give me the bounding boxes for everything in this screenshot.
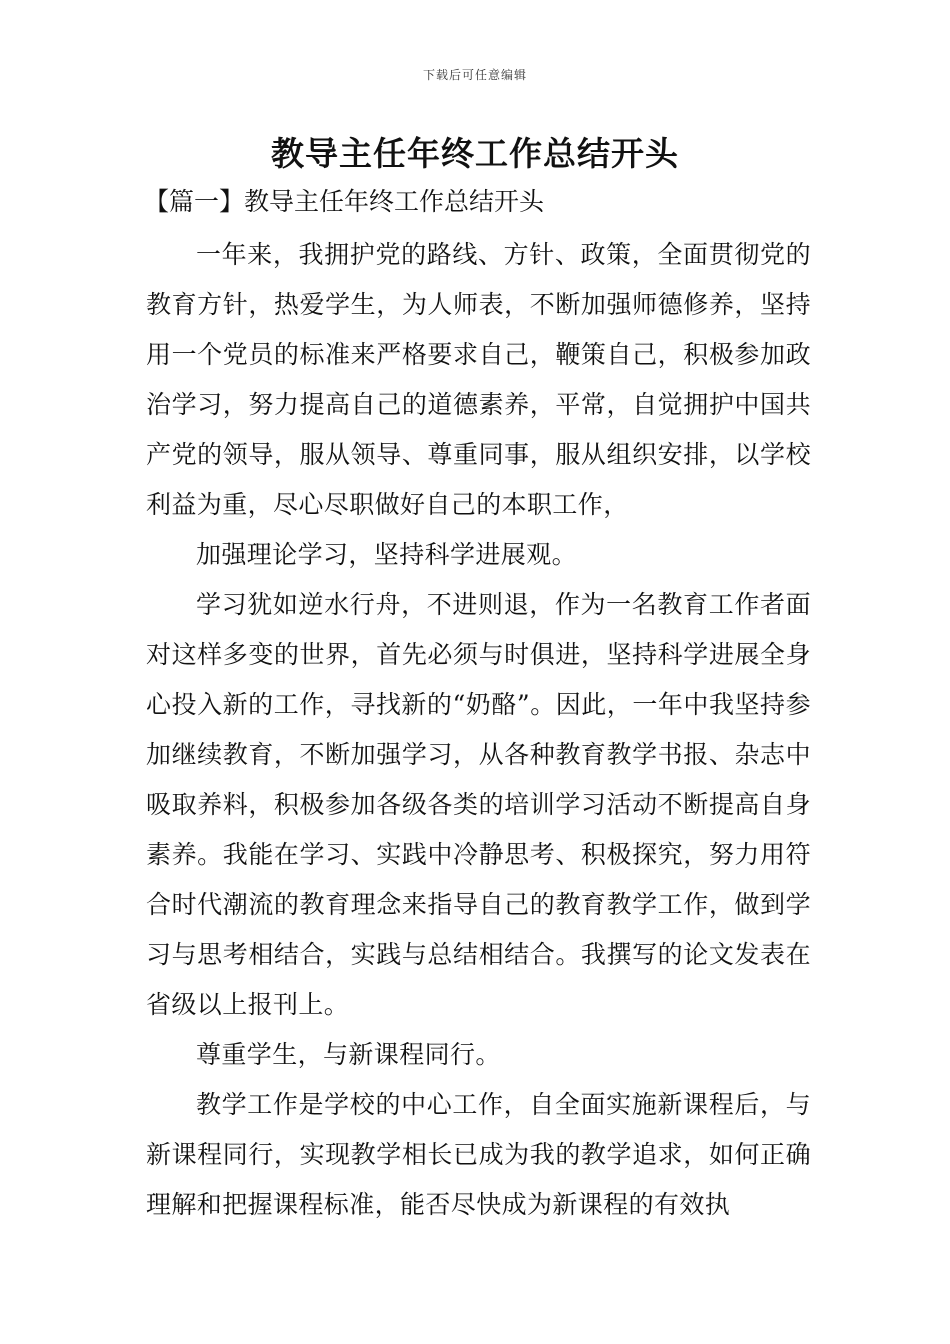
paragraph-2: 加强理论学习，坚持科学进展观。: [196, 540, 578, 569]
document-title: 教导主任年终工作总结开头: [271, 134, 679, 173]
header-note: 下载后可任意编辑: [422, 68, 527, 82]
paragraph-1: 一年来，我拥护党的路线、方针、政策，全面贯彻党的教育方针，热爱学生，为人师表，不断加强师德修养，坚持用一个党员的标准来严格要求自己，鞭策自己，积极参加政治学习，努力提高自己的道德素养，平常，自觉拥护中国共产党的领导，服从领导、尊重同事，服从组织安排，以学校利益为重，尽心尽职做好自己的本职工作，: [146, 240, 811, 519]
paragraph-4: 尊重学生，与新课程同行。: [196, 1040, 501, 1069]
document-body: [146, 182, 811, 1230]
paragraph-3: 学习犹如逆水行舟，不进则退，作为一名教育工作者面对这样多变的世界，首先必须与时俱进，坚持科学进展全身心投入新的工作，寻找新的“奶酪”。因此，一年中我坚持参加继续教育，不断加强学习，从各种教育教学书报、杂志中吸取养料，积极参加各级各类的培训学习活动不断提高自身素养。我能在学习、实践中冷静思考、积极探究，努力用符合时代潮流的教育理念来指导自己的教育教学工作，做到学习与思考相结合，实践与总结相结合。我撰写的论文发表在省级以上报刊上。: [146, 590, 811, 1019]
section-heading: 【篇一】教导主任年终工作总结开头: [144, 187, 545, 216]
paragraph-5: 教学工作是学校的中心工作，自全面实施新课程后，与新课程同行，实现教学相长已成为我的教学追求，如何正确理解和把握课程标准，能否尽快成为新课程的有效执: [146, 1090, 811, 1219]
